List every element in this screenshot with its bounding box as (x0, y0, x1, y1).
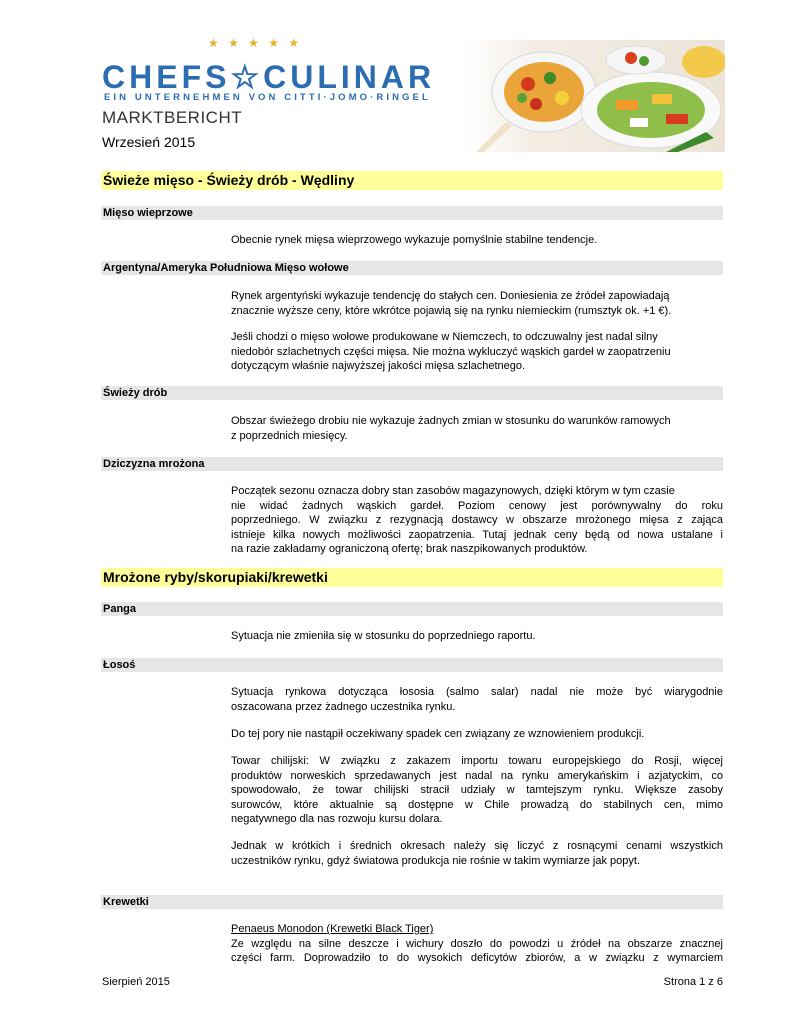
text-line: uczestników rynku, gdyż światowa produkcja nie rośnie w takim wymiarze jak popyt. (231, 854, 640, 867)
paragraph-beef-2 (231, 330, 723, 374)
text-line: oszacowana przez żadnego uczestnika rynku. (231, 700, 456, 713)
paragraph-salmon-2 (231, 727, 723, 742)
text-line: z poprzednich miesięcy. (231, 429, 348, 442)
text-line: surowców, które aktualnie są dostępne w Chile prowadzą do stabilnych cen, mimo (231, 798, 723, 811)
section-title-frozen-fish: Mrożone ryby/skorupiaki/krewetki (101, 568, 723, 587)
text-line: negatywnego dla nas rozwoju kursu dolara. (231, 813, 443, 826)
food-photo (466, 40, 725, 152)
text-line: Jednak w krótkich i średnich okresach należy się liczyć z rosnącymi cenami wszystkich (231, 840, 723, 852)
paragraph-game (231, 484, 723, 557)
paragraph-panga (231, 629, 723, 644)
subsection-title-panga: Panga (101, 602, 723, 616)
text-line: poprzedniego. W związku z rezygnacją dostawcy w obszarze mrożonego mięsa z zająca (231, 514, 723, 527)
logo-tagline: EIN UNTERNEHMEN VON CITTI·JOMO·RINGEL (104, 92, 431, 103)
text-line: Sytuacja rynkowa dotycząca łososia (salmo salar) nadal nie może być wiarygodnie (231, 686, 723, 698)
paragraph-pork (231, 233, 723, 248)
text-line: części farm. Doprowadziło to do wysokich deficytów zbiorów, a w związku z wymarciem (231, 952, 723, 965)
text-line: Rynek argentyński wykazuje tendencję do stałych cen. Doniesienia ze źródeł zapowiadają (231, 290, 670, 302)
paragraph-shrimp (231, 922, 723, 966)
report-date: Wrzesień 2015 (102, 134, 196, 150)
subsection-title-game: Dziczyzna mrożona (101, 457, 723, 471)
shrimp-subtitle: Penaeus Monodon (Krewetki Black Tiger) (231, 923, 434, 935)
subsection-title-pork: Mięso wieprzowe (101, 206, 723, 220)
paragraph-salmon-3 (231, 754, 723, 827)
text-line: Ze względu na silne deszcze i wichury doszło do powodzi u źródeł na obszarze znacznej (231, 937, 723, 950)
subsection-title-shrimp: Krewetki (101, 895, 723, 909)
footer-page-number: Strona 1 z 6 (663, 976, 723, 988)
text-line: Sytuacja nie zmieniła się w stosunku do poprzedniego raportu. (231, 630, 536, 642)
text-line: produktów norweskich sprzedawanych jest nadal na rynku amerykańskim i azjatyckim, co (231, 769, 723, 782)
text-line: niedobór szlachetnych części mięsa. Nie można wykluczyć wąskich gardeł w zaopatrzeniu (231, 345, 671, 358)
text-line: Obszar świeżego drobiu nie wykazuje żadnych zmian w stosunku do warunków ramowych (231, 415, 671, 427)
text-line: na razie zakładamy ograniczoną ofertę; brak naszpikowanych produktów. (231, 543, 588, 556)
text-line: nie widać żadnych wąskich gardeł. Poziom cenowy jest porównywalny do roku (231, 499, 723, 512)
text-line: Początek sezonu oznacza dobry stan zasobów magazynowych, dzięki którym w tym czasie (231, 485, 675, 497)
paragraph-salmon-1 (231, 685, 723, 714)
text-line: Towar chilijski: W związku z zakazem importu towaru europejskiego do Rosji, więcej (231, 755, 723, 767)
text-line: znacznie wyższe ceny, które wkrótce pojawią się na rynku niemieckim (rumsztyk ok. +1 €). (231, 304, 672, 317)
paragraph-beef-1 (231, 289, 723, 318)
logo-stars: ★ ★ ★ ★ ★ (208, 36, 303, 50)
chefs-culinar-logo: CHEFS☆CULINAR (102, 59, 436, 95)
footer-date: Sierpień 2015 (102, 976, 170, 988)
subsection-title-salmon: Łosoś (101, 658, 723, 672)
text-line: dotyczącym właśnie najwyższej jakości mięsa szlachetnego. (231, 360, 526, 373)
text-line: Jeśli chodzi o mięso wołowe produkowane w Niemczech, to odczuwalny jest nadal silny (231, 331, 658, 343)
report-title: MARKTBERICHT (102, 108, 243, 127)
subsection-title-beef: Argentyna/Ameryka Południowa Mięso wołowe (101, 261, 723, 275)
text-line: Obecnie rynek mięsa wieprzowego wykazuje pomyślnie stabilne tendencje. (231, 234, 598, 246)
text-line: Do tej pory nie nastąpił oczekiwany spadek cen związany ze wznowieniem produkcji. (231, 728, 645, 740)
text-line: spowodowało, że towar chilijski stracił udziały w tamtejszym rynku. Większe zasoby (231, 784, 723, 797)
text-line: istnieje kilka nowych możliwości zaopatrzenia. Tutaj jednak ceny będą od nowa ustalane i (231, 528, 723, 541)
subsection-title-poultry: Świeży drób (101, 386, 723, 400)
section-title-fresh-meat: Świeże mięso - Świeży drób - Wędliny (101, 171, 723, 190)
paragraph-poultry (231, 414, 723, 443)
paragraph-salmon-4 (231, 839, 723, 868)
